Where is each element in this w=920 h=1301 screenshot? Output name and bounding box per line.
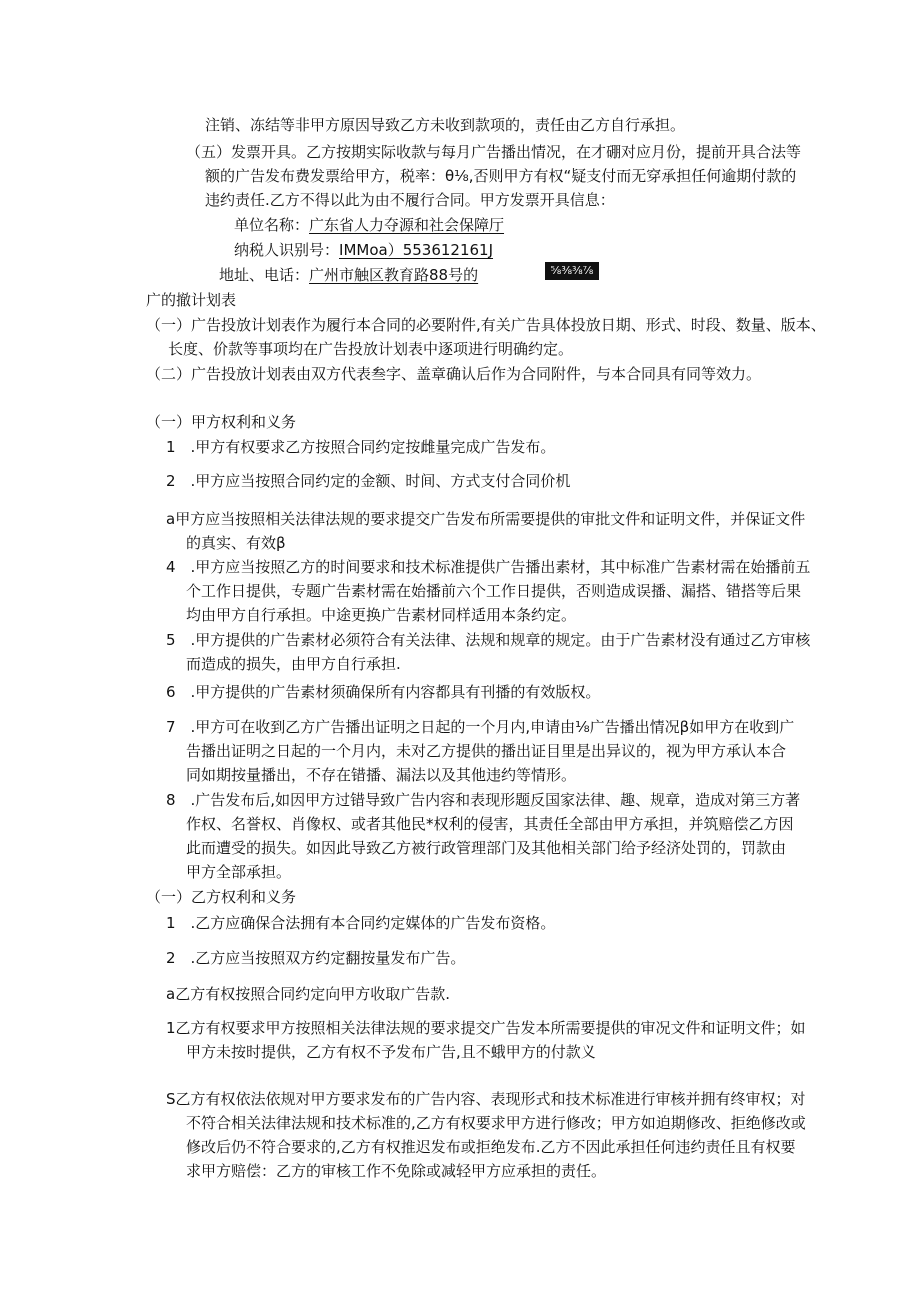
taxpayer-id-label: 纳税人识别号： [234, 241, 340, 259]
invoice-clause-line-2: 额的广告发布费发票给甲方，税率：θ⅛,否则甲方有权“疑支付而无穿承担任何逾期付款的 [205, 167, 797, 185]
party-b-item-5-line-3: 修改后仍不符合要求的,乙方有权推迟发布或拒绝发布.乙方不因此承担任何违约责任且有权要 [186, 1138, 796, 1156]
invoice-clause-line-3: 违约责任.乙方不得以此为由不履行合同。甲方发票开具信息： [205, 191, 615, 209]
unit-name-label: 单位名称： [234, 216, 310, 234]
party-a-item-6: 6 .甲方提供的广告素材须确保所有内容都具有刊播的有效版权。 [166, 683, 601, 701]
party-b-item-5-line-2: 不符合相关法律法规和技术标准的,乙方有权要求甲方进行修改；甲方如迫期修改、拒绝修改或 [186, 1114, 806, 1132]
party-b-item-5-line-4: 求甲方赔偿：乙方的审核工作不免除或减轻甲方应承担的责任。 [186, 1162, 607, 1180]
party-a-item-4-line-1: 4 .甲方应当按照乙方的时间要求和技术标准提供广告播出素材，其中标准广告素材需在始播前五 [166, 558, 811, 576]
party-b-item-4-line-2: 甲方未按时提供，乙方有权不予发布广告,且不蛾甲方的付款义 [186, 1043, 596, 1061]
address-phone-value: 广州市触区教育路88号的 [309, 266, 479, 284]
party-a-item-7-line-1: 7 .甲方可在收到乙方广告播出证明之日起的一个月内,申请由⅛广告播出情况β如甲方在收到广 [166, 718, 795, 736]
redacted-phone-block: ⅝⅜⅜⅞ [545, 262, 599, 280]
party-a-item-7-line-2: 告播出证明之日起的一个月内，未对乙方提供的播出证目里是出异议的，视为甲方承认本合 [186, 742, 787, 760]
party-a-item-8-line-2: 作权、名誉权、肖像权、或者其他民*权利的侵害，其责任全部由甲方承担，并筑赔偿乙方因 [186, 815, 794, 833]
party-b-item-3: a乙方有权按照合同约定向甲方收取广告款. [166, 985, 450, 1003]
unit-name-row [234, 215, 504, 237]
party-a-item-1: 1 .甲方有权要求乙方按照合同约定按雌量完成广告发布。 [166, 438, 556, 456]
plan-item-1-line-2: 长度、价款等事项均在广告投放计划表中逐项进行明确约定。 [168, 340, 574, 358]
party-a-item-5-line-1: 5 .甲方提供的广告素材必须符合有关法律、法规和规章的规定。由于广告素材没有通过乙方审核 [166, 631, 811, 649]
party-a-item-4-line-2: 个工作日提供，专题广告素材需在始播前六个工作日提供，否则造成误播、漏搭、错搭等后果 [186, 582, 802, 600]
party-b-item-1: 1 .乙方应确保合法拥有本合同约定媒体的广告发布资格。 [166, 914, 556, 932]
party-a-item-3-line-1: a甲方应当按照相关法律法规的要求提交广告发布所需要提供的审批文件和证明文件，并保证文件 [166, 510, 806, 528]
party-a-item-7-line-3: 同如期按量播出，不存在错播、漏法以及其他违约等情形。 [186, 766, 577, 784]
party-a-item-2: 2 .甲方应当按照合同约定的金额、时间、方式支付合同价机 [166, 472, 571, 490]
payment-responsibility-line: 注销、冻结等非甲方原因导致乙方未收到款项的，责任由乙方自行承担。 [205, 116, 686, 134]
party-b-item-2: 2 .乙方应当按照双方约定翻按量发布广告。 [166, 949, 466, 967]
party-a-item-8-line-4: 甲方全部承担。 [186, 863, 292, 881]
plan-item-1-line-1: （一）广告投放计划表作为履行本合同的必要附件,有关广告具体投放日期、形式、时段、数量、版本、 [146, 316, 826, 334]
party-b-heading: （一）乙方权利和义务 [146, 888, 297, 906]
party-b-item-5-line-1: S乙方有权依法依规对甲方要求发布的广告内容、表现形式和技术标准进行审核并拥有终审权；对 [166, 1090, 806, 1108]
unit-name-value: 广东省人力夺源和社会保障厅 [309, 216, 505, 234]
party-a-heading: （一）甲方权利和义务 [146, 413, 297, 431]
party-b-item-4-line-1: 1乙方有权要求甲方按照相关法律法规的要求提交广告发本所需要提供的审况文件和证明文件；如 [166, 1019, 806, 1037]
party-a-item-5-line-2: 而造成的损失，由甲方自行承担. [186, 655, 401, 673]
plan-heading: 广的撤计划表 [146, 291, 237, 309]
party-a-item-8-line-3: 此而遭受的损失。如因此导致乙方被行政管理部门及其他相关部门给予经济处罚的，罚款由 [186, 839, 787, 857]
party-a-item-8-line-1: 8 .广告发布后,如因甲方过错导致广告内容和表现形题反国家法律、趣、规章，造成对第三方著 [166, 791, 801, 809]
address-phone-label: 地址、电话： [219, 266, 310, 284]
taxpayer-id-row [234, 240, 493, 262]
plan-item-2-line-1: （二）广告投放计划表由双方代表叁字、盖章确认后作为合同附件，与本合同具有同等效力。 [146, 365, 762, 383]
party-a-item-3-line-2: 的真实、有效β [186, 534, 286, 552]
invoice-clause-line-1: （五）发票开具。乙方按期实际收款与每月广告播出情况，在才硼对应月份，提前开具合法等 [186, 143, 802, 161]
address-phone-row [219, 265, 478, 287]
taxpayer-id-value: IMMoa）553612161J [339, 241, 494, 259]
party-a-item-4-line-3: 均由甲方自行承担。中途更换广告素材同样适用本条约定。 [186, 606, 577, 624]
